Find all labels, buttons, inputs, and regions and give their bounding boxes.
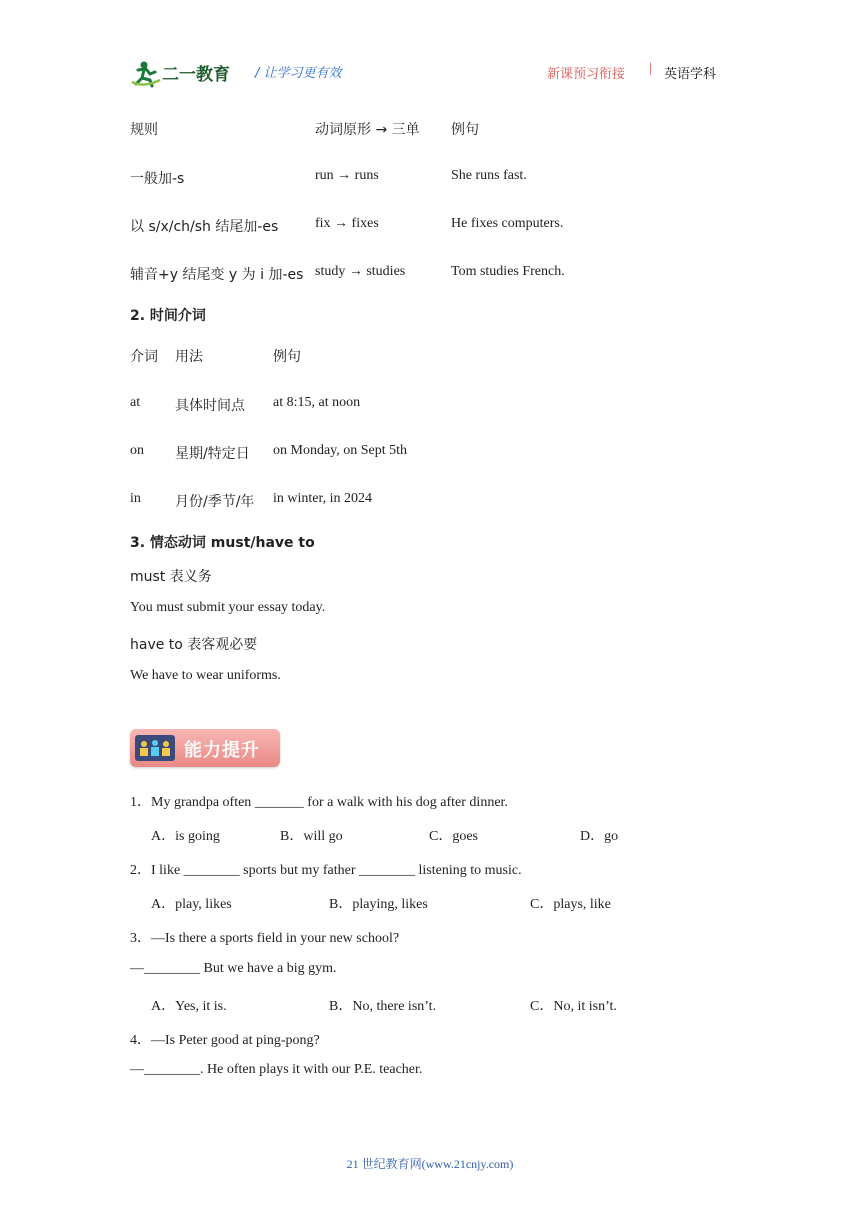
prep-cell: at [130,395,141,410]
logo-text: 二一教育 [162,65,230,85]
ability-banner [130,729,280,767]
question-option: C．No, it isn’t. [530,999,617,1014]
runner-logo-icon [130,58,238,88]
logo [130,58,238,88]
prep-example-cell: in winter, in 2024 [273,491,372,506]
question-option: B．playing, likes [329,897,428,912]
question-option: B．will go [280,829,343,844]
question-stem: 4．—Is Peter good at ping-pong? [130,1033,320,1048]
verb-form-cell: study → studies [315,264,406,279]
prep-usage-cell: 月份/季节/年 [175,494,255,510]
question-stem: 3．—Is there a sports field in your new school? [130,931,400,946]
question-stem: 2．I like ________ sports but my father ________ listening to music. [130,863,522,878]
prep-cell: in [130,491,141,506]
question-option: A．Yes, it is. [151,999,227,1014]
banner-label: 能力提升 [184,740,260,761]
header-separator: | [649,61,652,76]
verb-rule-cell: 一般加-s [130,171,185,187]
verb-table-header-example: 例句 [451,122,479,138]
verb-rule-cell: 辅音+y 结尾变 y 为 i 加-es [130,267,304,283]
modal-example: We have to wear uniforms. [130,668,281,683]
question-option: A．is going [151,829,220,844]
prep-cell: on [130,443,144,458]
footer-source: 21 世纪教育网(www.21cnjy.com) [346,1157,514,1171]
question-option: C．goes [429,829,478,844]
prep-example-cell: on Monday, on Sept 5th [273,443,408,458]
verb-table-header-rule: 规则 [130,122,158,138]
subject-label: 英语学科 [664,67,717,82]
slogan: / 让学习更有效 [255,66,342,81]
verb-example-cell: Tom studies French. [451,264,565,279]
prep-example-cell: at 8:15, at noon [273,395,361,410]
question-stem: 1．My grandpa often _______ for a walk with his dog after dinner. [130,795,508,810]
prep-table-header-example: 例句 [273,349,301,365]
question-stem-line2: —________ But we have a big gym. [130,961,337,976]
verb-table-header-form: 动词原形 → 三单 [315,122,420,138]
verb-example-cell: He fixes computers. [451,216,564,231]
verb-form-cell: run → runs [315,168,379,183]
modal-note: must 表义务 [130,569,212,585]
question-stem-line2: —________. He often plays it with our P.E. teacher. [130,1062,423,1077]
prep-table-header-prep: 介词 [130,349,158,365]
modal-example: You must submit your essay today. [130,600,326,615]
verb-form-cell: fix → fixes [315,216,379,231]
course-label: 新课预习衔接 [547,67,626,82]
question-option: A．play, likes [151,897,232,912]
question-option: B．No, there isn’t. [329,999,437,1014]
modal-note: have to 表客观必要 [130,637,258,653]
section3-title: 3. 情态动词 must/have to [130,535,315,551]
prep-table-header-usage: 用法 [175,349,203,365]
prep-usage-cell: 星期/特定日 [175,446,250,462]
people-icon [135,735,175,761]
section2-title: 2. 时间介词 [130,308,206,324]
question-option: C．plays, like [530,897,611,912]
verb-example-cell: She runs fast. [451,168,527,183]
verb-rule-cell: 以 s/x/ch/sh 结尾加-es [130,219,279,235]
question-option: D．go [580,829,619,844]
prep-usage-cell: 具体时间点 [175,398,245,414]
